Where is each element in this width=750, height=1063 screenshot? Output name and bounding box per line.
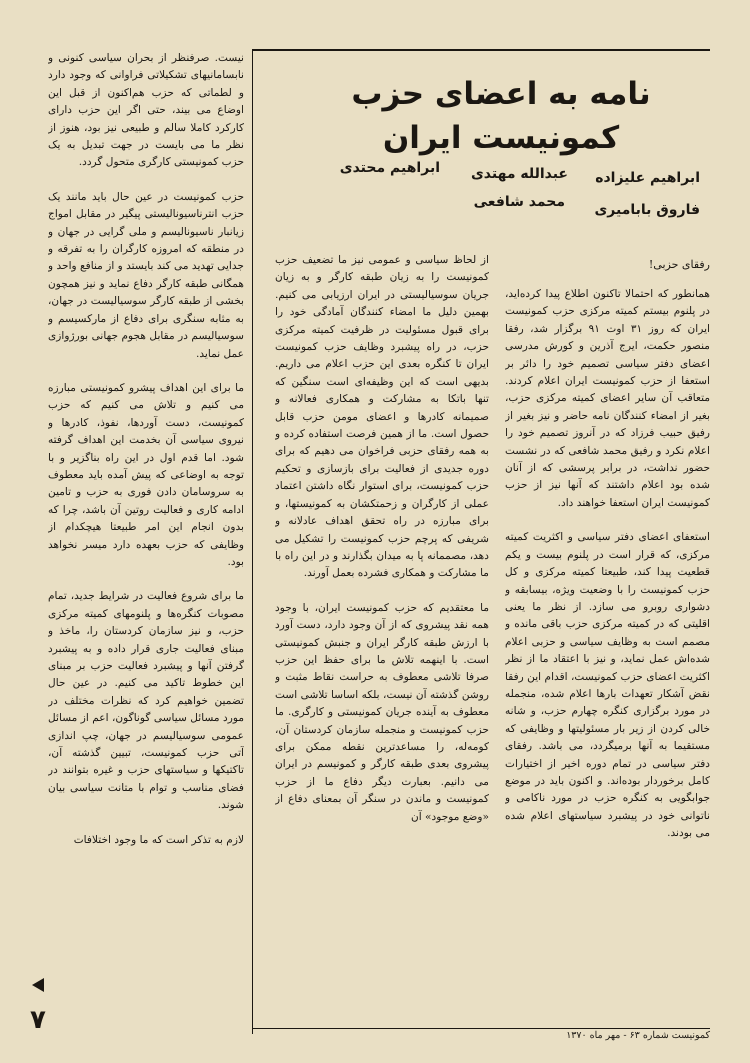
paragraph: استعفای اعضای دفتر سیاسی و اکثریت کمیته مرکزی، که قرار است در پلنوم بیست و یکم قطعیت پیدا کند، طبیعتا کمیته مرکزی و کل حزب کمونیست را با وضعیت ویژه، بیسابقه و دشواری روبرو می سازد. از نظر ما یعنی اقلیتی که در کمیته مرکزی حزب باقی مانده و مصمم است به وظایف سیاسی و حزبی اعلام شده‌اش عمل نماید، و نیز با اعتقاد ما از نظر اکثریت اعضای حزب کمونیست، اقدام این رفقا نقض آشکار تعهدات بارها اعلام شده، منجمله در مورد برگزاری کنگره چهارم حزب، و شانه خالی کردن از زیر بار مسئولیتها و وظایفی که مستقیما به آنها برمیگردد، می باشد. رفقای دفتر سیاسی در تمام دوره اخیر از اختیارات کامل برخوردار بوده‌اند. و اکنون باید در موضع جوابگویی به کنگره حزب در مورد ناکامی و ناتوانی خود در پیشبرد سیاستهای اعلام شده می بودند. — [505, 531, 710, 840]
paragraph: همانطور که احتمالا تاکنون اطلاع پیدا کرده‌اید، در پلنوم بیستم کمیته مرکزی حزب کمونیست ایران که روز ۳۱ اوت ۹۱ برگزار شد، رفقا منصور حکمت، ایرج آذرین و کورش مدرسی اعضای دفتر سیاسی تصمیم خود را دائر بر استعفا از حزب کمونیست ایران اعلام کردند. متعاقب آن سایر اعضای کمیته مرکزی حزب، بغیر از امضاء کنندگان نامه حاضر و نیز بغیر از رفیق حبیب فرزاد که در آنروز تصمیم خود را اعلام نکرد و رفیق محمد شافعی که در نشست حضور نداشت، در برابر پرسشی که از آنان شده بود اعلام داشتند که آنها نیز از حزب کمونیست ایران استعفا خواهند داد. — [505, 288, 710, 509]
signatory-faruq-babamiri: فاروق بابامیری — [594, 202, 700, 218]
column-left — [48, 50, 244, 968]
paragraph: ما معتقدیم که حزب کمونیست ایران، با وجود همه نقد پیشروی که از آن وجود دارد، دست آورد با ارزش طبقه کارگر ایران و جنبش کمونیستی است. با اینهمه تلاش ما برای حفظ این حزب صرفا تلاشی معطوف به حراست نقاط مثبت و روشن گذشته آن نیست، بلکه اساسا تلاشی است معطوف به آینده جریان کمونیستی و کارگری. ما حزب کمونیست و منجمله سازمان کردستان آن، کومه‌له، را مساعدترین نقطه ممکن برای پیشروی بعدی طبقه کارگر و کمونیسم در ایران می دانیم. بعبارت دیگر دفاع ما از حزب کمونیست و ماندن در سنگر آن بمعنای دفاع از «وضع موجود» آن — [275, 601, 489, 823]
salutation: رفقای حزبی! — [648, 258, 710, 271]
signatory-ebrahim-alizadeh: ابراهیم علیزاده — [595, 170, 700, 186]
page-number: ۷ — [30, 1005, 46, 1035]
issue-footer: کمونیست شماره ۶۳ - مهر ماه ۱۳۷۰ — [566, 1030, 710, 1041]
headline: نامه به اعضای حزب کمونیست ایران — [351, 76, 651, 156]
signatory-mohammad-shafei: محمد شافعی — [473, 194, 565, 210]
top-rule — [252, 49, 710, 51]
paragraph: حزب کمونیست در عین حال باید مانند یک حزب انترناسیونالیستی پیگیر در مقابل امواج زیانبار ناسیونالیسم و ملی گرایی در جهان و در منطقه که امروزه کارگران را به تفرقه و جدایی تهدید می کند بایستد و از منافع واحد و همگانی طبقه کارگر دفاع نماید و نیز همچون بخشی از طبقه کارگر سوسیالیست در جهان، به مثابه سنگری برای دفاع از مارکسیسم و سوسیالیسم در مقابل هجوم جهانی بورژوازی عمل نماید. — [48, 190, 244, 360]
signatory-ebrahim-mohtadi: ابراهیم محتدی — [339, 160, 440, 176]
continue-arrow-icon — [32, 978, 44, 992]
signatory-abdollah-mohtadi: عبدالله مهتدی — [470, 166, 568, 182]
paragraph: از لحاظ سیاسی و عمومی نیز ما تضعیف حزب کمونیست را به زیان طبقه کارگر و به زیان جریان سوسیالیستی در ایران ارزیابی می کنیم. بهمین دلیل ما امضاء کنندگان آمادگی خود را برای قبول مسئولیت در ظرفیت کمیته مرکزی حزب، در راه پیشبرد وظایف حزب کمونیست ایران تا کنگره بعدی این حزب اعلام می داریم. بدیهی است که این وظیفه‌ای است سنگین که تنها باتکا به مشارکت و همکاری فعالانه و صمیمانه کادرها و اعضای مومن حزب قابل حصول است. ما از همین فرصت استفاده کرده و به همه رفقای حزبی فراخوان می دهیم که برای دوره جدیدی از فعالیت برای بازسازی و تحکیم حزب کمونیست، برای استوار نگاه داشتن اعتماد عملی از کارگران و زحمتکشان به کمونیستها، و برای مبارزه در راه تحقق اهداف عادلانه و شریفی که پرچم حزب کمونیست را تشکیل می دهد، مصممانه پا به میدان بگذارند و در این راه با ما مشارکت و همکاری فشرده بعمل آورند. — [275, 254, 489, 580]
column-divider-left — [252, 49, 253, 1034]
paragraph: ما برای شروع فعالیت در شرایط جدید، تمام مصوبات کنگره‌ها و پلنومهای کمیته مرکزی حزب، و نیز سازمان کردستان را، ماخذ و مبنای فعالیت جاری قرار داده و به پیشبرد گرفتن آنها و پیشبرد فعالیت حزب بر مبنای این خطوط تاکید می کنیم. در عین حال تضمین خواهیم کرد که نظرات مختلف در مورد مسائل سیاسی گوناگون، اعم از مسائل عمومی سوسیالیسم در جهان، چپ اندازی آتی حزب کمونیست، تبیین گذشته آن، تاکتیکها و سیاستهای حزب و غیره بتوانند در فضای مناسب و توام با متانت سیاسی بیان شوند. — [48, 590, 244, 812]
bottom-rule — [252, 1028, 710, 1029]
paragraph: ما برای این اهداف پیشرو کمونیستی مبارزه می کنیم و تلاش می کنیم که حزب کمونیست، دست آوردها، نفوذ، کادرها و نیروی سیاسی آن بخدمت این اهداف گرفته شود. اما قدم اول در این راه بناگزیر و با توجه به اوضاعی که پیش آمده باید معطوف به سروسامان دادن فوری به حزب و تامین ادامه کاری و فعالیت روتین آن باشد، چرا که بدون انجام این امر طبیعتا هیچکدام از وظایفی که حزب بعهده دارد میسر نخواهد بود. — [48, 381, 244, 568]
paragraph: نیست. صرفنظر از بحران سیاسی کنونی و نابسامانیهای تشکیلاتی فراوانی که وجود دارد و لطماتی که حزب هم‌اکنون از قبل این اوضاع می بیند، حتی اگر این حزب دارای کارکرد کاملا سالم و طبیعی نیز بود، هنوز از نظر ما می بایست در جهت تبدیل به یک حزب کمونیستی کارگری متحول گردد. — [48, 52, 244, 169]
column-right — [505, 286, 710, 1026]
column-middle — [275, 252, 489, 1026]
paragraph: لازم به تذکر است که ما وجود اختلافات — [73, 833, 244, 846]
